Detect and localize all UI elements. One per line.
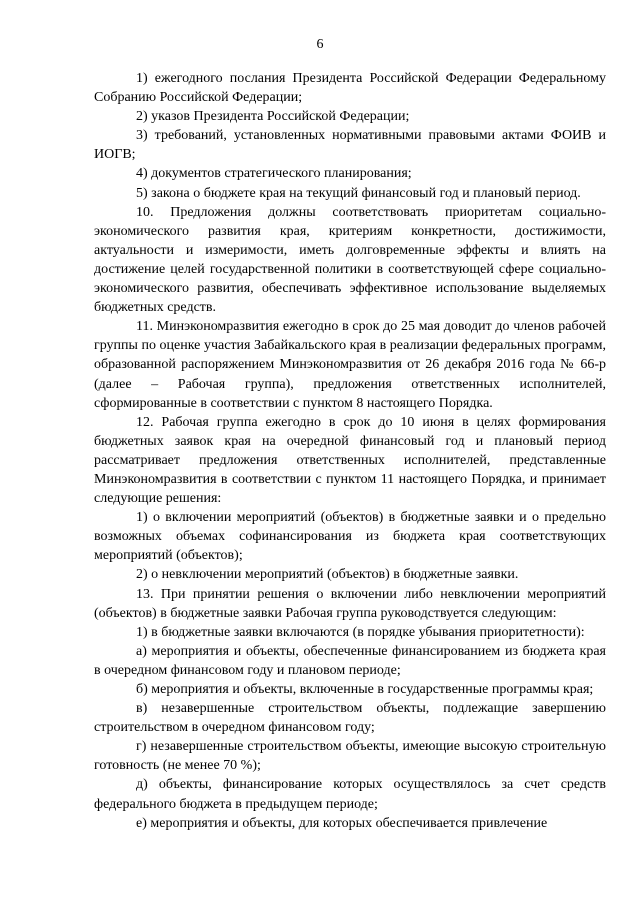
paragraph-section-13: 13. При принятии решения о включении либо невключении мероприятий (объектов) в бюджетные заявки Рабочая группа руководствуется следующим:: [94, 586, 606, 621]
paragraph-decision-2: 2) о невключении мероприятий (объектов) в бюджетные заявки.: [136, 567, 519, 583]
paragraph-item-5: 5) закона о бюджете края на текущий финансовый год и плановый период.: [136, 185, 581, 201]
paragraph-priority-intro: 1) в бюджетные заявки включаются (в порядке убывания приоритетности):: [136, 624, 585, 640]
paragraph-priority-v: в) незавершенные строительством объекты, подлежащие завершению строительством в очередном финансовом году;: [94, 701, 606, 736]
paragraph-decision-1: 1) о включении мероприятий (объектов) в бюджетные заявки и о предельно возможных объемах софинансирования из бюджета края соответствующих мероприятий (объектов);: [94, 510, 606, 564]
page-number: 6: [316, 37, 324, 52]
paragraph-section-12: 12. Рабочая группа ежегодно в срок до 10 июня в целях формирования бюджетных заявок края на очередной финансовый год и плановый период рассматривает предложения ответственных исполнителей, представленные Минэкономразвития в соответствии с пунктом 11 настоящего Порядка, и принимает следующие решения:: [94, 414, 606, 507]
paragraph-priority-d: д) объекты, финансирование которых осуществлялось за счет средств федерального бюджета в предыдущем периоде;: [94, 777, 606, 812]
document-body: [94, 69, 606, 833]
paragraph-item-2: 2) указов Президента Российской Федерации;: [136, 109, 410, 125]
paragraph-section-10: 10. Предложения должны соответствовать приоритетам социально-экономического развития края, критериям конкретности, достижимости, актуальности и измеримости, иметь долговременные эффекты и влиять на достижение целей государственной политики в соответствующей сфере социально-экономического развития, обеспечивать эффективное использование выделяемых бюджетных средств.: [94, 204, 606, 316]
paragraph-section-11: 11. Минэкономразвития ежегодно в срок до 25 мая доводит до членов рабочей группы по оценке участия Забайкальского края в реализации федеральных программ, образованной распоряжением Минэкономразвития от 26 декабря 2016 года № 66-р (далее – Рабочая группа), предложения ответственных исполнителей, сформированные в соответствии с пунктом 8 настоящего Порядка.: [94, 319, 606, 411]
paragraph-priority-g: г) незавершенные строительством объекты, имеющие высокую строительную готовность (не менее 70 %);: [94, 739, 606, 774]
paragraph-priority-e: е) мероприятия и объекты, для которых обеспечивается привлечение: [136, 815, 548, 831]
paragraph-item-1: 1) ежегодного послания Президента Российской Федерации Федеральному Собранию Российской Федерации;: [94, 71, 606, 106]
paragraph-priority-b: б) мероприятия и объекты, включенные в государственные программы края;: [136, 682, 594, 697]
paragraph-priority-a: а) мероприятия и объекты, обеспеченные финансированием из бюджета края в очередном финансовом году и плановом периоде;: [94, 643, 606, 678]
paragraph-item-4: 4) документов стратегического планирования;: [136, 166, 412, 182]
paragraph-item-3: 3) требований, установленных нормативными правовыми актами ФОИВ и ИОГВ;: [94, 128, 606, 163]
